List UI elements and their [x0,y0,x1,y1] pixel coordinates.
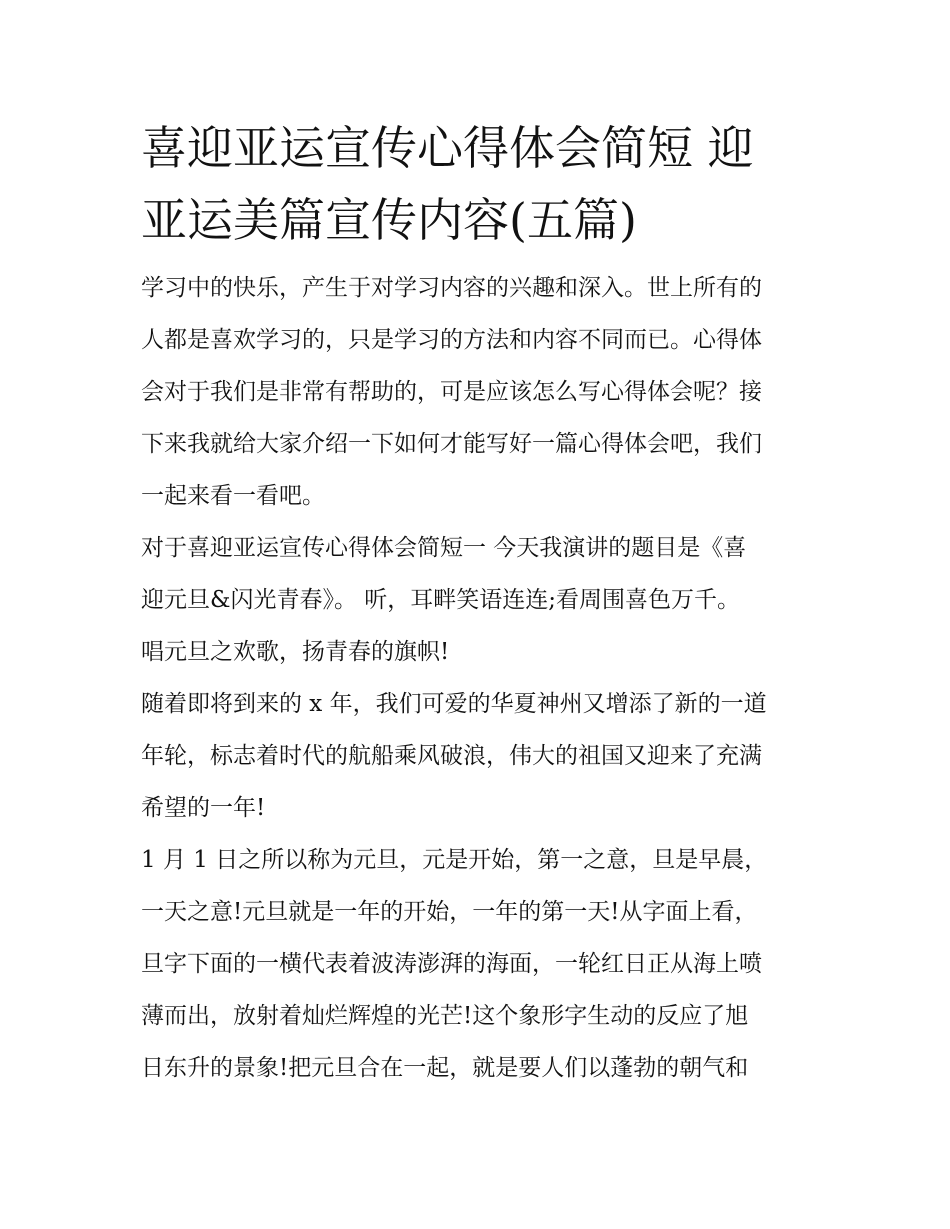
body-line: 薄而出，放射着灿烂辉煌的光芒!这个象形字生动的反应了旭 [141,1003,749,1029]
body-line: 随着即将到来的 x 年，我们可爱的华夏神州又增添了新的一道 [141,691,767,717]
body-line: 人都是喜欢学习的，只是学习的方法和内容不同而已。心得体 [141,327,762,353]
body-line: 迎元旦&闪光青春》。 听，耳畔笑语连连;看周围喜色万千。 [141,587,741,613]
body-line: 一天之意!元旦就是一年的开始，一年的第一天!从字面上看， [141,899,758,925]
title-line: 亚运美篇宣传内容(五篇) [141,193,637,247]
body-line: 会对于我们是非常有帮助的，可是应该怎么写心得体会呢？接 [141,379,762,405]
body-line: 旦字下面的一横代表着波涛澎湃的海面，一轮红日正从海上喷 [141,951,762,977]
body-line: 唱元旦之欢歌，扬青春的旗帜! [141,639,450,665]
body-line: 学习中的快乐，产生于对学习内容的兴趣和深入。世上所有的 [141,275,762,301]
title-line: 喜迎亚运宣传心得体会简短 迎 [141,121,754,175]
body-line: 希望的一年! [141,795,266,821]
document-body [141,262,813,1094]
body-line: 1 月 1 日之所以称为元旦，元是开始，第一之意，旦是早晨， [141,847,768,873]
body-line: 日东升的景象!把元旦合在一起，就是要人们以蓬勃的朝气和 [141,1055,749,1081]
body-line: 年轮，标志着时代的航船乘风破浪，伟大的祖国又迎来了充满 [141,743,762,769]
body-line: 对于喜迎亚运宣传心得体会简短一 今天我演讲的题目是《喜 [141,535,747,561]
document-content [141,112,813,1094]
body-line: 一起来看一看吧。 [141,483,325,509]
body-line: 下来我就给大家介绍一下如何才能写好一篇心得体会吧，我们 [141,431,762,457]
document-title [141,112,813,256]
